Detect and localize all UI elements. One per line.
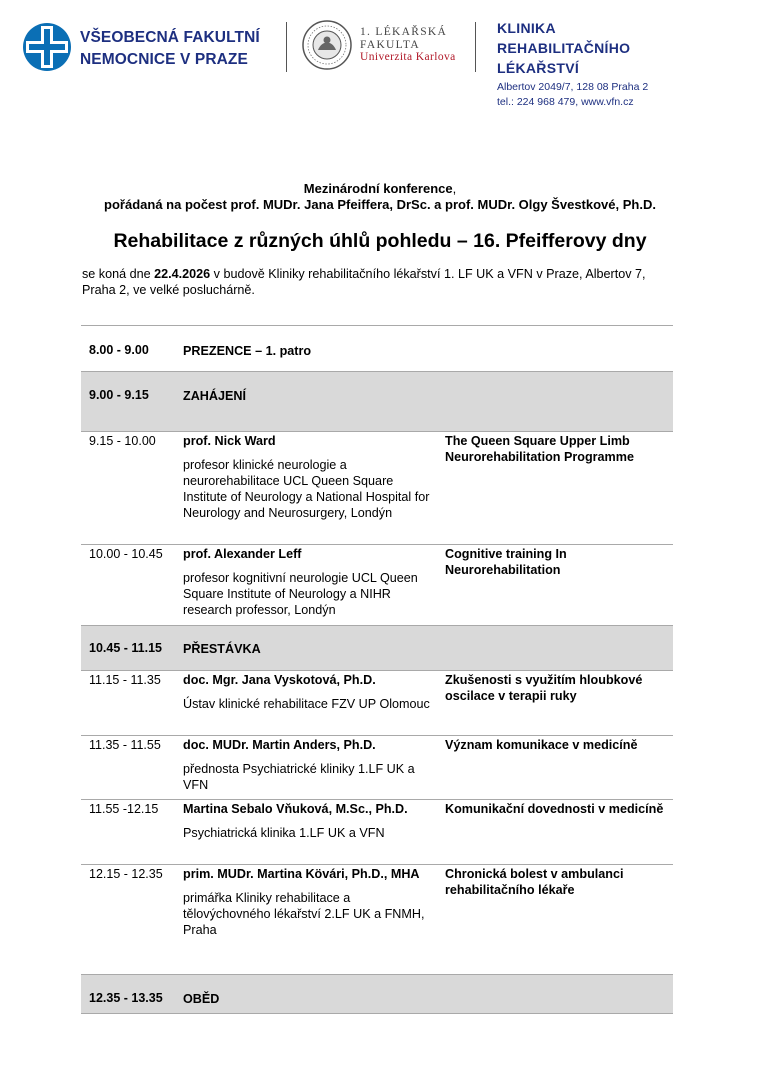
speaker-affiliation: Psychiatrická klinika 1.LF UK a VFN: [183, 826, 385, 840]
clinic-name-line1: KLINIKA: [497, 20, 556, 36]
speaker-affiliation: profesor kognitivní neurologie UCL Queen Square Institute of Neurology a NIHR research professor, Londýn: [183, 571, 418, 617]
faculty-name-line2: FAKULTA: [360, 38, 420, 51]
schedule-row-obed: [81, 975, 673, 1014]
speaker-name: doc. MUDr. Martin Anders, Ph.D.: [183, 738, 376, 752]
hospital-name-line1: VŠEOBECNÁ FAKULTNÍ: [80, 29, 260, 46]
conference-heading: [0, 181, 760, 197]
clinic-name-line2: REHABILITAČNÍHO: [497, 40, 631, 56]
speaker-name: doc. Mgr. Jana Vyskotová, Ph.D.: [183, 673, 376, 687]
speaker-block: [183, 801, 431, 841]
talk-topic: The Queen Square Upper Limb Neurorehabilitation Programme: [445, 434, 634, 464]
talk-topic: Komunikační dovednosti v medicíně: [445, 802, 664, 816]
venue-post: v budově Kliniky rehabilitačního lékařství 1. LF UK a VFN v Praze, Albertov 7, Praha 2, ve velké posluchárně.: [82, 267, 646, 297]
venue-date: 22.4.2026: [154, 267, 211, 281]
speaker-name: prof. Nick Ward: [183, 434, 276, 448]
speaker-block: [183, 737, 431, 793]
conference-comma: ,: [452, 181, 457, 196]
session-label: ZAHÁJENÍ: [183, 389, 246, 403]
talk-topic: Cognitive training In Neurorehabilitation: [445, 547, 567, 577]
session-time: 10.00 - 10.45: [89, 547, 163, 561]
letterhead: [0, 0, 760, 120]
schedule-row-prezence: [81, 326, 673, 372]
session-time: 11.15 - 11.35: [89, 673, 161, 687]
speaker-affiliation: profesor klinické neurologie a neurorehabilitace UCL Queen Square Institute of Neurology a National Hospital for Neurology and Neurosurgery, Londýn: [183, 458, 430, 520]
clinic-name: [497, 18, 630, 78]
schedule-row-vyskotova: [81, 671, 673, 736]
speaker-name: prim. MUDr. Martina Kövári, Ph.D., MHA: [183, 867, 420, 881]
session-time: 11.55 -12.15: [89, 802, 159, 816]
session-label: PŘESTÁVKA: [183, 642, 261, 656]
hospital-name-line2: NEMOCNICE V PRAZE: [80, 51, 248, 68]
session-time: 10.45 - 11.15: [89, 641, 162, 655]
speaker-affiliation: přednosta Psychiatrické kliniky 1.LF UK a VFN: [183, 762, 415, 792]
venue-pre: se koná dne: [82, 267, 155, 281]
schedule-row-leff: [81, 545, 673, 626]
university-name: Univerzita Karlova: [360, 51, 456, 63]
faculty-seal-icon: [302, 20, 352, 70]
speaker-affiliation: primářka Kliniky rehabilitace a tělovýchovného lékařství 2.LF UK a FNMH, Praha: [183, 891, 425, 937]
speaker-block: [183, 546, 431, 618]
talk-topic: Zkušenosti s využitím hloubkové oscilace v terapii ruky: [445, 673, 643, 703]
hospital-name: [80, 27, 260, 71]
clinic-phone-web: tel.: 224 968 479, www.vfn.cz: [497, 96, 634, 108]
schedule-row-prestavka: [81, 626, 673, 671]
clinic-address: Albertov 2049/7, 128 08 Praha 2: [497, 81, 649, 93]
session-time: 12.15 - 12.35: [89, 867, 163, 881]
schedule-row-ward: [81, 432, 673, 545]
session-time: 9.15 - 10.00: [89, 434, 156, 448]
honor-line: pořádaná na počest prof. MUDr. Jana Pfeiffera, DrSc. a prof. MUDr. Olgy Švestkové, Ph.D.: [104, 197, 656, 212]
clinic-contact: [497, 80, 648, 110]
session-time: 12.35 - 13.35: [89, 991, 163, 1005]
venue-paragraph: [82, 266, 672, 298]
talk-topic: Význam komunikace v medicíně: [445, 738, 638, 752]
conference-label: Mezinárodní konference: [303, 181, 453, 196]
vfn-cross-logo-icon: [22, 22, 72, 72]
schedule-row-vnukova: [81, 800, 673, 865]
conference-title: Rehabilitace z různých úhlů pohledu – 16. Pfeifferovy dny: [113, 230, 647, 252]
speaker-block: [183, 672, 431, 712]
clinic-name-line3: LÉKAŘSTVÍ: [497, 60, 580, 76]
session-time: 8.00 - 9.00: [89, 343, 149, 357]
schedule-row-zahajeni: [81, 372, 673, 432]
schedule-row-anders: [81, 736, 673, 800]
speaker-name: Martina Sebalo Vňuková, M.Sc., Ph.D.: [183, 802, 408, 816]
header-divider: [286, 22, 287, 72]
faculty-name: [360, 26, 456, 64]
session-time: 11.35 - 11.55: [89, 738, 161, 752]
session-time: 9.00 - 9.15: [89, 388, 149, 402]
schedule-table: [81, 325, 673, 1014]
session-label: OBĚD: [183, 992, 220, 1006]
talk-topic: Chronická bolest v ambulanci rehabilitačního lékaře: [445, 867, 624, 897]
schedule-row-kovari: [81, 865, 673, 975]
speaker-block: [183, 433, 431, 521]
speaker-block: [183, 866, 431, 938]
speaker-affiliation: Ústav klinické rehabilitace FZV UP Olomouc: [183, 697, 430, 711]
faculty-name-line1: 1. LÉKAŘSKÁ: [360, 26, 448, 38]
speaker-name: prof. Alexander Leff: [183, 547, 302, 561]
session-label: PREZENCE – 1. patro: [183, 344, 312, 358]
header-divider: [475, 22, 476, 72]
